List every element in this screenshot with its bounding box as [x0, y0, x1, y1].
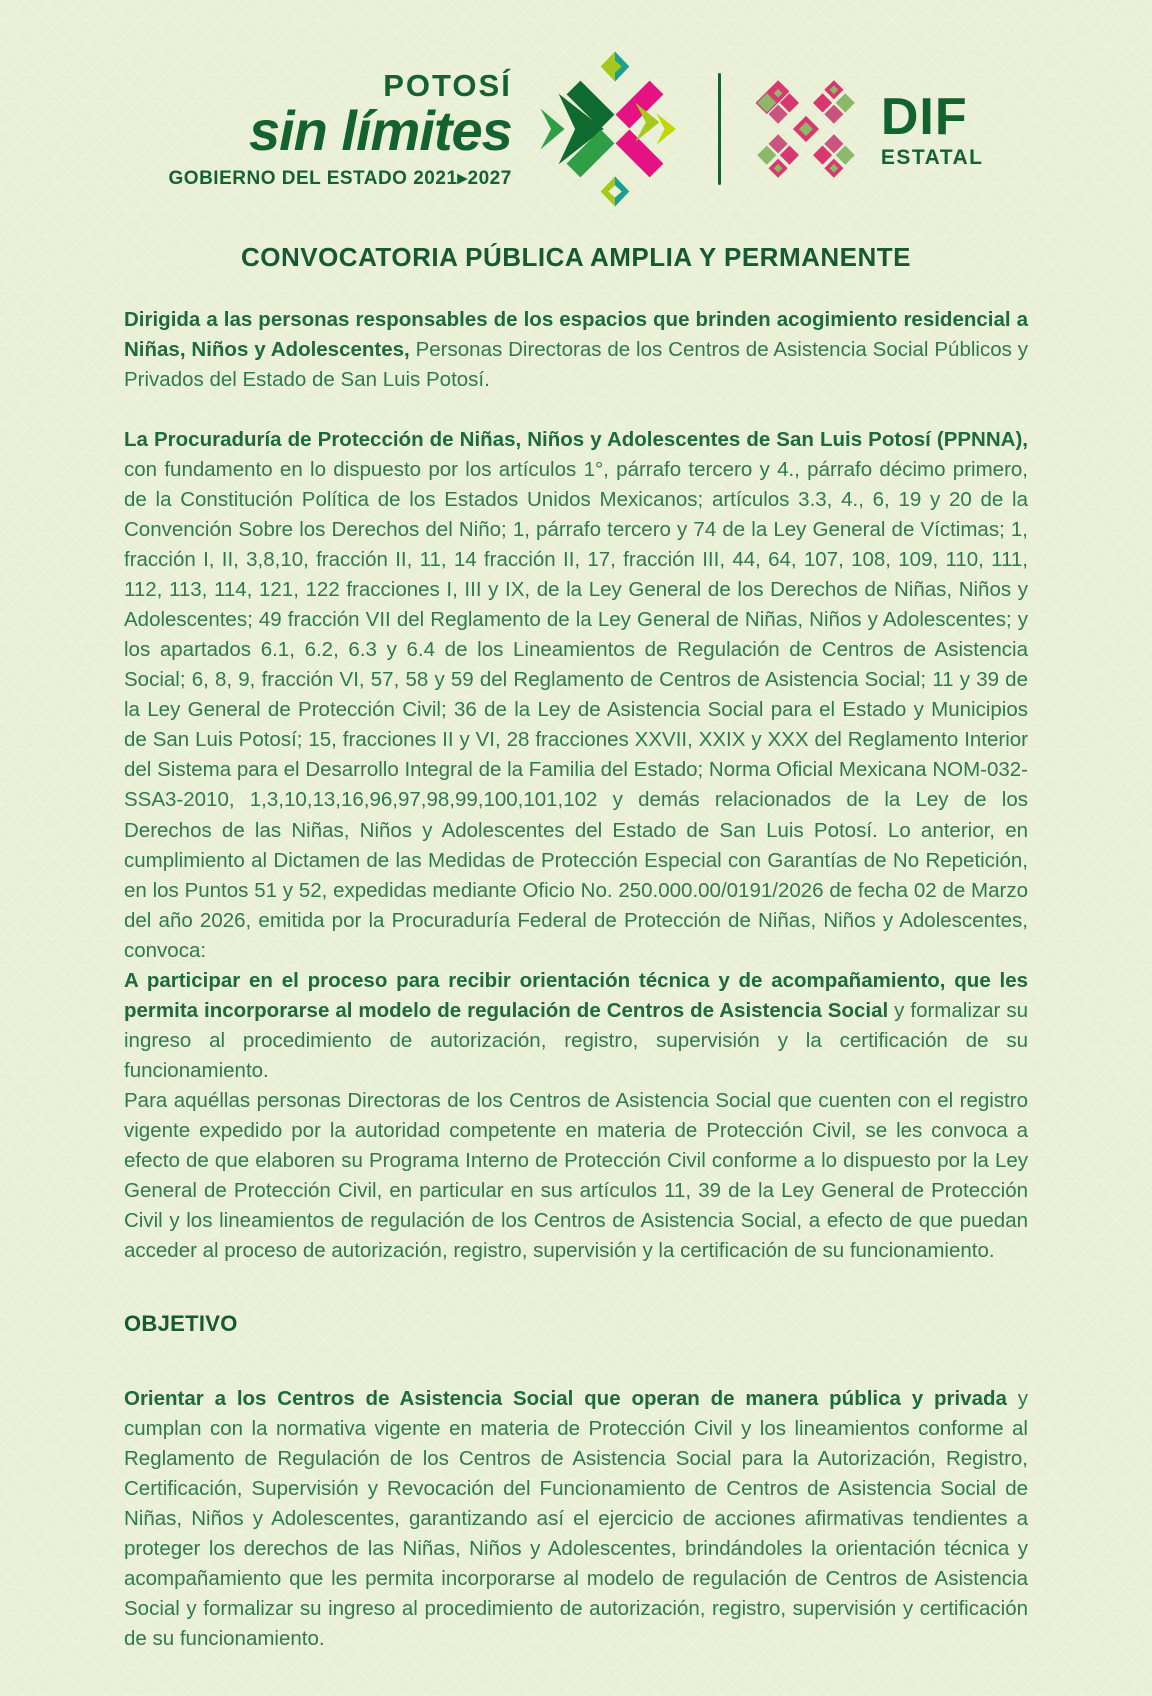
dif-logo-block [745, 68, 984, 190]
document-body [124, 305, 1028, 1654]
intro-paragraph [124, 305, 1028, 395]
call-to-participate-paragraph [124, 966, 1028, 1086]
objetivo-paragraph-lead: Orientar a los Centros de Asistencia Social que operan de manera pública y privada [124, 1387, 1007, 1411]
potosi-x-logo-icon [536, 50, 694, 208]
dif-pattern-logo-icon [745, 68, 867, 190]
legal-basis-rest: con fundamento en lo dispuesto por los artículos 1°, párrafo tercero y 4., párrafo décimo primero, de la Constitución Política de los Estados Unidos Mexicanos; artículos 3.3, 4., 6, 19 y 20 de la Convención Sobre los Derechos del Niño; 1, párrafo tercero y 74 de la Ley General de Víctimas; 1, fracción I, II, 3,8,10, fracción II, 11, 14 fracción II, 17, fracción III, 44, 64, 107, 108, 109, 110, 111, 112, 113, 114, 121, 122 fracciones I, III y IX, de la Ley General de los Derechos de Niñas, Niños y Adolescentes; 49 fracción VII del Reglamento de la Ley General de Niñas, Niños y Adolescentes; y los apartados 6.1, 6.2, 6.3 y 6.4 de los Lineamientos de Regulación de Centros de Asistencia Social; 6, 8, 9, fracción VI, 57, 58 y 59 del Reglamento de Centros de Asistencia Social; 11 y 39 de la Ley General de Protección Civil; 36 de la Ley de Asistencia Social para el Estado y Municipios de San Luis Potosí; 15, fracciones II y VI, 28 fracciones XXVII, XXIX y XXX del Reglamento Interior del Sistema para el Desarrollo Integral de la Familia del Estado; Norma Oficial Mexicana NOM-032-SSA3-2010, 1,3,10,13,16,96,97,98,99,100,101,102 y demás relacionados de la Ley de los Derechos de las Niñas, Niños y Adolescentes del Estado de San Luis Potosí. Lo anterior, en cumplimiento al Dictamen de las Medidas de Protección Especial con Garantías de No Repetición, en los Puntos 51 y 52, expedidas mediante Oficio No. 250.000.00/0191/2026 de fecha 02 de Marzo del año 2026, emitida por la Procuraduría Federal de Protección de Niñas, Niños y Adolescentes, convoca: [124, 458, 1028, 962]
legal-basis-lead: La Procuraduría de Protección de Niñas, Niños y Adolescentes de San Luis Potosí (PPNNA), [124, 428, 1028, 452]
call-to-participate-rest: y formalizar su ingreso al procedimiento de autorización, registro, supervisión y la certificación de su funcionamiento. [124, 998, 1028, 1082]
dif-text-block [880, 87, 984, 169]
objetivo-heading: OBJETIVO [124, 1310, 238, 1336]
dif-title: DIF [880, 87, 968, 146]
document-title: CONVOCATORIA PÚBLICA AMPLIA Y PERMANENTE [240, 242, 912, 272]
potosi-brand [169, 70, 512, 188]
objetivo-paragraph-rest: y cumplan con la normativa vigente en materia de Protección Civil y los lineamientos conforme al Reglamento de Regulación de los Centros de Asistencia Social para la Autorización, Registro, Certificación, Supervisión y Revocación del Funcionamiento de Centros de Asistencia Social de Niñas, Niños y Adolescentes, garantizando así el ejercicio de acciones afirmativas tendientes a proteger los derechos de las Niñas, Niños y Adolescentes, brindándoles la orientación técnica y acompañamiento que les permita incorporarse al modelo de regulación de Centros de Asistencia Social y formalizar su ingreso al procedimiento de autorización, registro, supervisión y certificación de su funcionamiento. [124, 1387, 1028, 1651]
proteccion-civil-paragraph: Para aquéllas personas Directoras de los Centros de Asistencia Social que cuenten con el registro vigente expedido por la autoridad competente en materia de Protección Civil, se les convoca a efecto de que elaboren su Programa Interno de Protección Civil conforme a lo dispuesto por la Ley General de Protección Civil, en particular en sus artículos 11, 39 de la Ley General de Protección Civil y los lineamientos de regulación de los Centros de Asistencia Social, a efecto de que puedan acceder al proceso de autorización, registro, supervisión y la certificación de su funcionamiento. [124, 1088, 1028, 1262]
legal-basis-paragraph [124, 425, 1028, 966]
header [124, 50, 1028, 208]
call-to-participate-lead: A participar en el proceso para recibir orientación técnica y de acompañamiento, que les permita incorporarse al modelo de regulación de Centros de Asistencia Social [124, 968, 1028, 1022]
brand-sin-limites-text: sin límites [248, 99, 512, 162]
brand-gobierno-text: GOBIERNO DEL ESTADO 2021▸2027 [168, 168, 512, 189]
dif-subtitle: ESTATAL [880, 145, 984, 169]
objetivo-paragraph [124, 1384, 1028, 1654]
brand-potosi-text: POTOSÍ [383, 68, 512, 103]
intro-paragraph-lead: Dirigida a las personas responsables de los espacios que brinden acogimiento residencial a Niñas, Niños y Adolescentes, [124, 308, 1028, 362]
intro-paragraph-rest: Personas Directoras de los Centros de Asistencia Social Públicos y Privados del Estado de San Luis Potosí. [124, 338, 1028, 392]
header-divider [718, 73, 721, 185]
